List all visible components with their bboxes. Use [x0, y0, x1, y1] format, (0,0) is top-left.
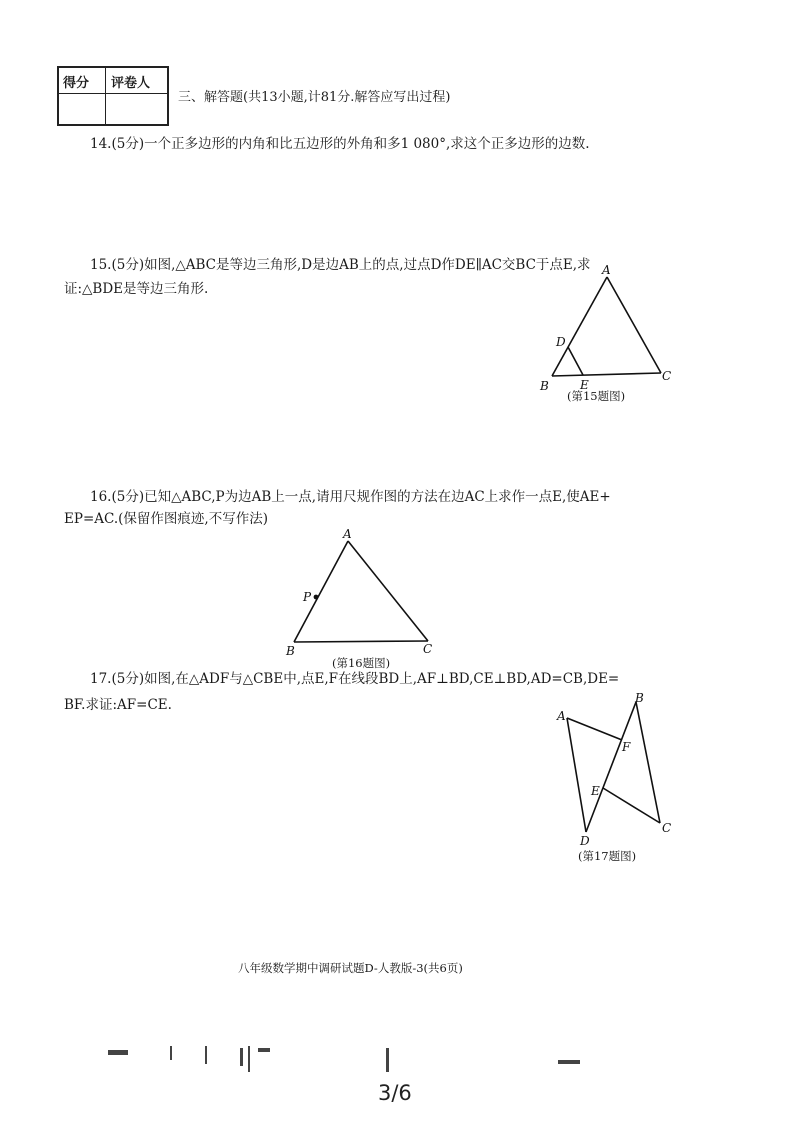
- page-footer: 八年级数学期中调研试题D-人教版-3(共6页): [238, 961, 463, 975]
- page-number: 3/6: [378, 1081, 412, 1105]
- score-table-column-divider: [105, 68, 106, 124]
- grader-header: 评卷人: [111, 76, 151, 91]
- fig15-label-e: E: [580, 378, 589, 392]
- fig15-side-bc: [552, 373, 661, 376]
- fig17-label-d: D: [580, 834, 590, 848]
- score-header: 得分: [63, 76, 90, 91]
- question-16-text-line1: 16.(5分)已知△ABC,P为边AB上一点,请用尺规作图的方法在边AC上求作一点E,使AE+: [90, 489, 611, 505]
- fig16-label-a: A: [343, 527, 352, 541]
- fig15-label-c: C: [662, 369, 672, 383]
- scan-artifact: [240, 1048, 243, 1066]
- scan-artifact: [258, 1048, 270, 1052]
- score-table: [57, 66, 169, 126]
- fig15-label-b: B: [540, 379, 549, 392]
- question-14-text: 14.(5分)一个正多边形的内角和比五边形的外角和多1 080°,求这个正多边形的边数.: [90, 136, 590, 152]
- scan-artifact: [558, 1060, 580, 1064]
- figure-16-caption: (第16题图): [332, 656, 391, 670]
- fig17-segment-bc: [636, 702, 660, 823]
- fig15-side-ab: [552, 277, 607, 376]
- fig15-label-d: D: [556, 335, 566, 349]
- section-title: 三、解答题(共13小题,计81分.解答应写出过程): [178, 90, 451, 105]
- fig16-point-p: [314, 595, 319, 600]
- scan-artifact: [386, 1048, 389, 1072]
- fig17-segment-ce: [603, 788, 660, 823]
- fig17-segment-bd: [586, 702, 636, 832]
- figure-15: [530, 262, 680, 392]
- fig17-label-b: B: [635, 691, 644, 705]
- fig17-label-a: A: [557, 709, 566, 723]
- question-17-text-line2: BF.求证:AF=CE.: [64, 697, 172, 713]
- question-16-text-line2: EP=AC.(保留作图痕迹,不写作法): [64, 511, 268, 527]
- fig17-label-e: E: [591, 784, 600, 798]
- fig16-side-bc: [294, 641, 428, 642]
- fig16-label-p: P: [303, 590, 312, 604]
- fig16-side-ac: [348, 541, 428, 641]
- scan-artifact: [108, 1050, 128, 1055]
- fig15-segment-de: [568, 347, 583, 375]
- fig17-segment-ad: [567, 718, 586, 832]
- figure-17: [550, 690, 680, 850]
- figure-16: [280, 525, 450, 660]
- fig17-label-c: C: [662, 821, 672, 835]
- fig17-label-f: F: [622, 740, 631, 754]
- scan-artifact: [248, 1046, 250, 1072]
- fig15-side-ac: [607, 277, 661, 373]
- question-15-text-line1: 15.(5分)如图,△ABC是等边三角形,D是边AB上的点,过点D作DE∥AC交BC于点E,求: [90, 257, 591, 273]
- fig16-label-b: B: [286, 644, 295, 658]
- figure-17-caption: (第17题图): [578, 849, 637, 863]
- score-table-divider: [59, 93, 167, 94]
- figure-15-caption: (第15题图): [567, 389, 626, 403]
- fig15-label-a: A: [602, 263, 611, 277]
- scan-artifact: [170, 1046, 172, 1060]
- scan-artifact: [205, 1046, 207, 1064]
- question-17-text-line1: 17.(5分)如图,在△ADF与△CBE中,点E,F在线段BD上,AF⊥BD,CE⊥BD,AD=CB,DE=: [90, 671, 620, 687]
- question-15-text-line2: 证:△BDE是等边三角形.: [64, 281, 209, 297]
- fig16-label-c: C: [423, 642, 433, 656]
- fig17-segment-af: [567, 718, 622, 740]
